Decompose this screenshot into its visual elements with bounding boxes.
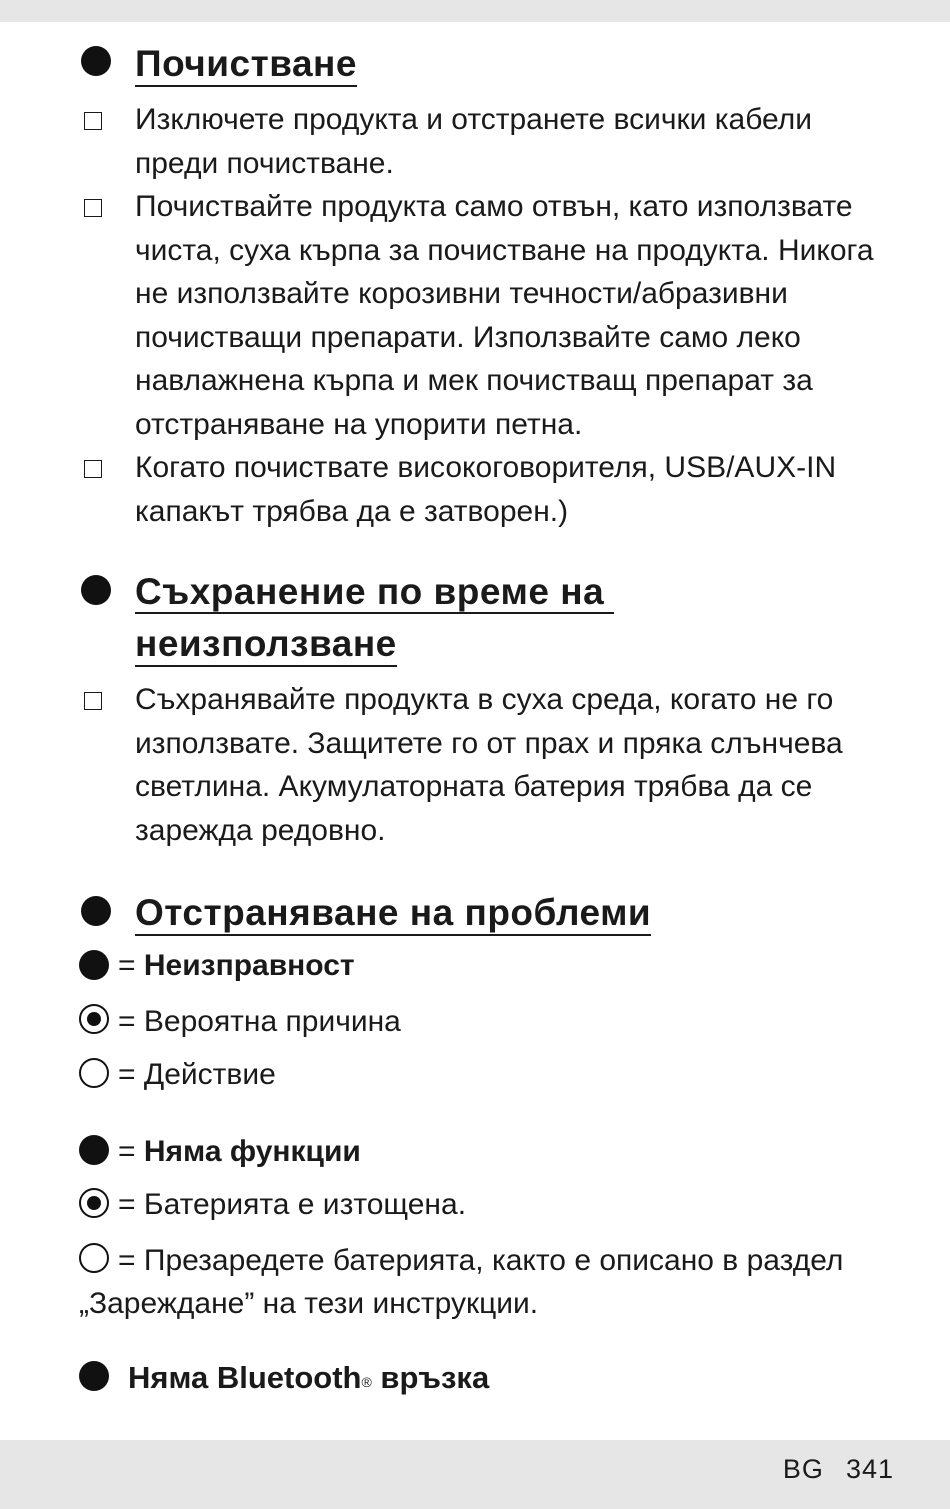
checkbox-bullet-icon xyxy=(84,460,102,478)
cleaning-item-3: Когато почиствате високоговорителя, USB/AUX-IN капакът трябва да е затворен.) xyxy=(135,451,837,528)
section-title-storage: Съхранение по време на xyxy=(135,566,614,618)
storage-item-1: Съхранявайте продукта в суха среда, когато не го използвате. Защитете го от прах и пряка слънчева светлина. Акумулаторната батерия трябва да се зарежда редовно. xyxy=(135,683,843,847)
checkbox-bullet-icon xyxy=(84,692,102,710)
action-symbol-icon xyxy=(79,1058,109,1088)
section-bullet-icon xyxy=(81,46,111,76)
cause-symbol-icon xyxy=(79,1188,109,1218)
fault-no-function: = Няма функции xyxy=(118,1135,361,1168)
legend-cause: = Вероятна причина xyxy=(118,1005,401,1038)
footer-page-label xyxy=(783,1454,894,1485)
section-bullet-icon xyxy=(81,896,111,926)
section-title-storage-line2: неизползване xyxy=(135,618,397,670)
action-recharge-battery: = Презаредете батерията, както е описано в раздел „Зареждане” на тези инструкции. xyxy=(79,1244,844,1320)
legend-action: = Действие xyxy=(118,1058,276,1091)
page-footer xyxy=(0,1440,950,1509)
fault-no-bluetooth: Няма Bluetooth® връзка xyxy=(128,1360,490,1395)
section-title-troubleshooting: Отстраняване на проблеми xyxy=(135,887,651,939)
footer-page-number: 341 xyxy=(845,1454,894,1484)
cause-symbol-icon xyxy=(79,1004,109,1034)
section-title-cleaning: Почистване xyxy=(135,38,357,90)
cause-battery-empty: = Батерията е изтощена. xyxy=(118,1188,467,1221)
cleaning-item-1: Изключете продукта и отстранете всички кабели преди почистване. xyxy=(135,103,812,180)
fault-symbol-icon xyxy=(79,1361,109,1391)
footer-language: BG xyxy=(782,1454,824,1484)
section-bullet-icon xyxy=(81,575,111,605)
checkbox-bullet-icon xyxy=(84,199,102,217)
fault-symbol-icon xyxy=(79,950,109,980)
legend-fault: = Неизправност xyxy=(118,949,355,982)
cleaning-item-2: Почиствайте продукта само отвън, като използвате чиста, суха кърпа за почистване на продукта. Никога не използвайте корозивни течности/абразивни почистващи препарати. Използвайте само леко навлажнена кърпа и мек почистващ препарат за отстраняване на упорити петна. xyxy=(135,190,874,441)
checkbox-bullet-icon xyxy=(84,112,102,130)
manual-page xyxy=(0,22,950,1440)
fault-symbol-icon xyxy=(79,1135,109,1165)
